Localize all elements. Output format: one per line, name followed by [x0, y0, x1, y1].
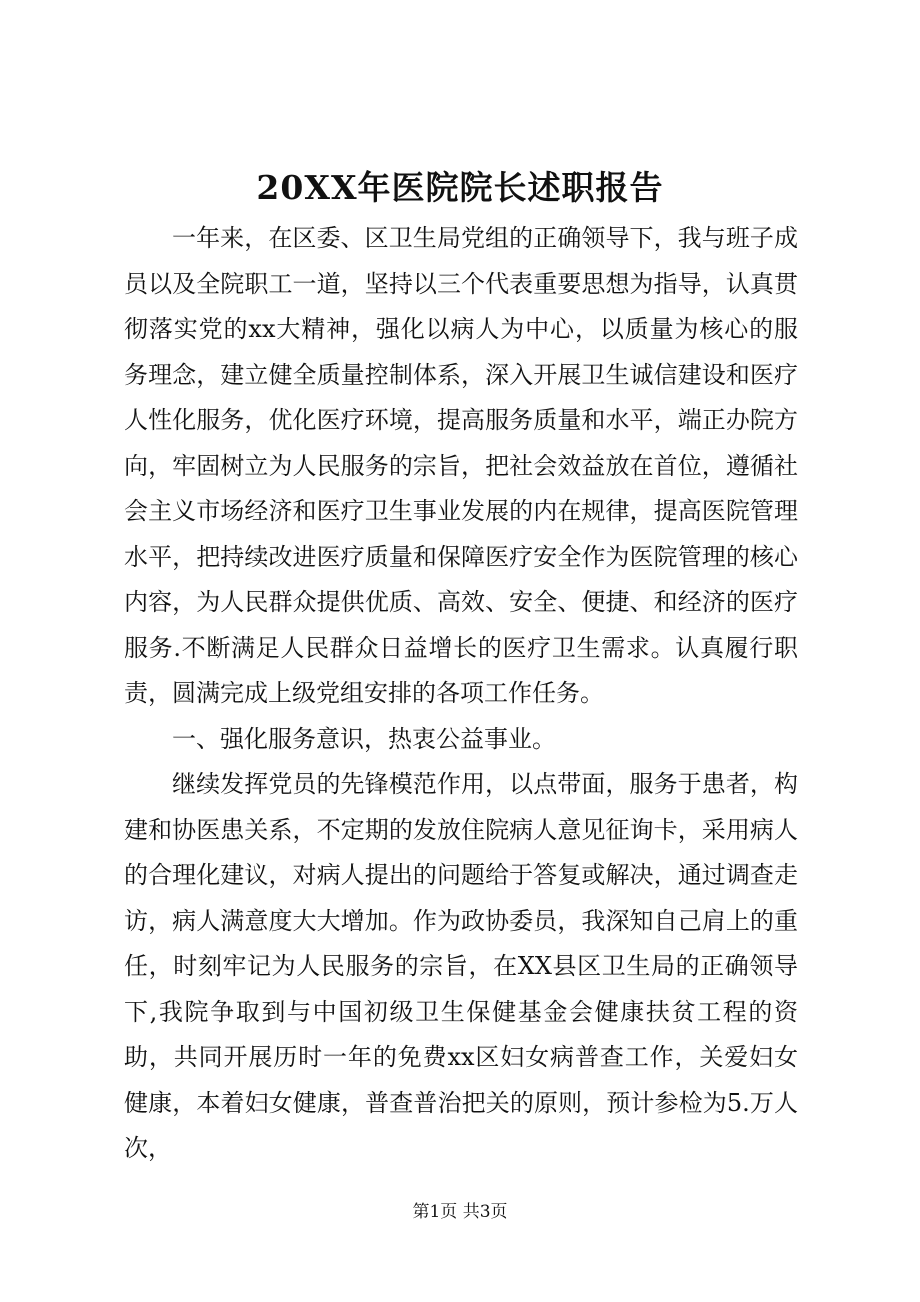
document-title: 20XX年医院院长述职报告 [256, 168, 664, 207]
page-footer: 第1页 共3页 [412, 1202, 508, 1222]
section-1-paragraph: 继续发挥党员的先锋模范作用，以点带面，服务于患者，构建和协医患关系，不定期的发放住院病人意见征询卡，采用病人的合理化建议，对病人提出的问题给于答复或解决，通过调查走访，病人满意度大大增加。作为政协委员，我深知自己肩上的重任，时刻牢记为人民服务的宗旨，在XX县区卫生局的正确领导下,我院争取到与中国初级卫生保健基金会健康扶贫工程的资助，共同开展历时一年的免费xx区妇女病普查工作，关爱妇女健康，本着妇女健康，普查普治把关的原则，预计参检为5.万人次， [124, 770, 798, 1162]
intro-paragraph: 一年来，在区委、区卫生局党组的正确领导下，我与班子成员以及全院职工一道，坚持以三个代表重要思想为指导，认真贯彻落实党的xx大精神，强化以病人为中心，以质量为核心的服务理念，建立健全质量控制体系，深入开展卫生诚信建设和医疗人性化服务，优化医疗环境，提高服务质量和水平，端正办院方向，牢固树立为人民服务的宗旨，把社会效益放在首位，遵循社会主义市场经济和医疗卫生事业发展的内在规律，提高医院管理水平，把持续改进医疗质量和保障医疗安全作为医院管理的核心内容，为人民群众提供优质、高效、安全、便捷、和经济的医疗服务.不断满足人民群众日益增长的医疗卫生需求。认真履行职责，圆满完成上级党组安排的各项工作任务。 [124, 224, 798, 707]
document-body [124, 216, 798, 1172]
section-heading-1: 一、强化服务意识，热衷公益事业。 [172, 724, 556, 753]
